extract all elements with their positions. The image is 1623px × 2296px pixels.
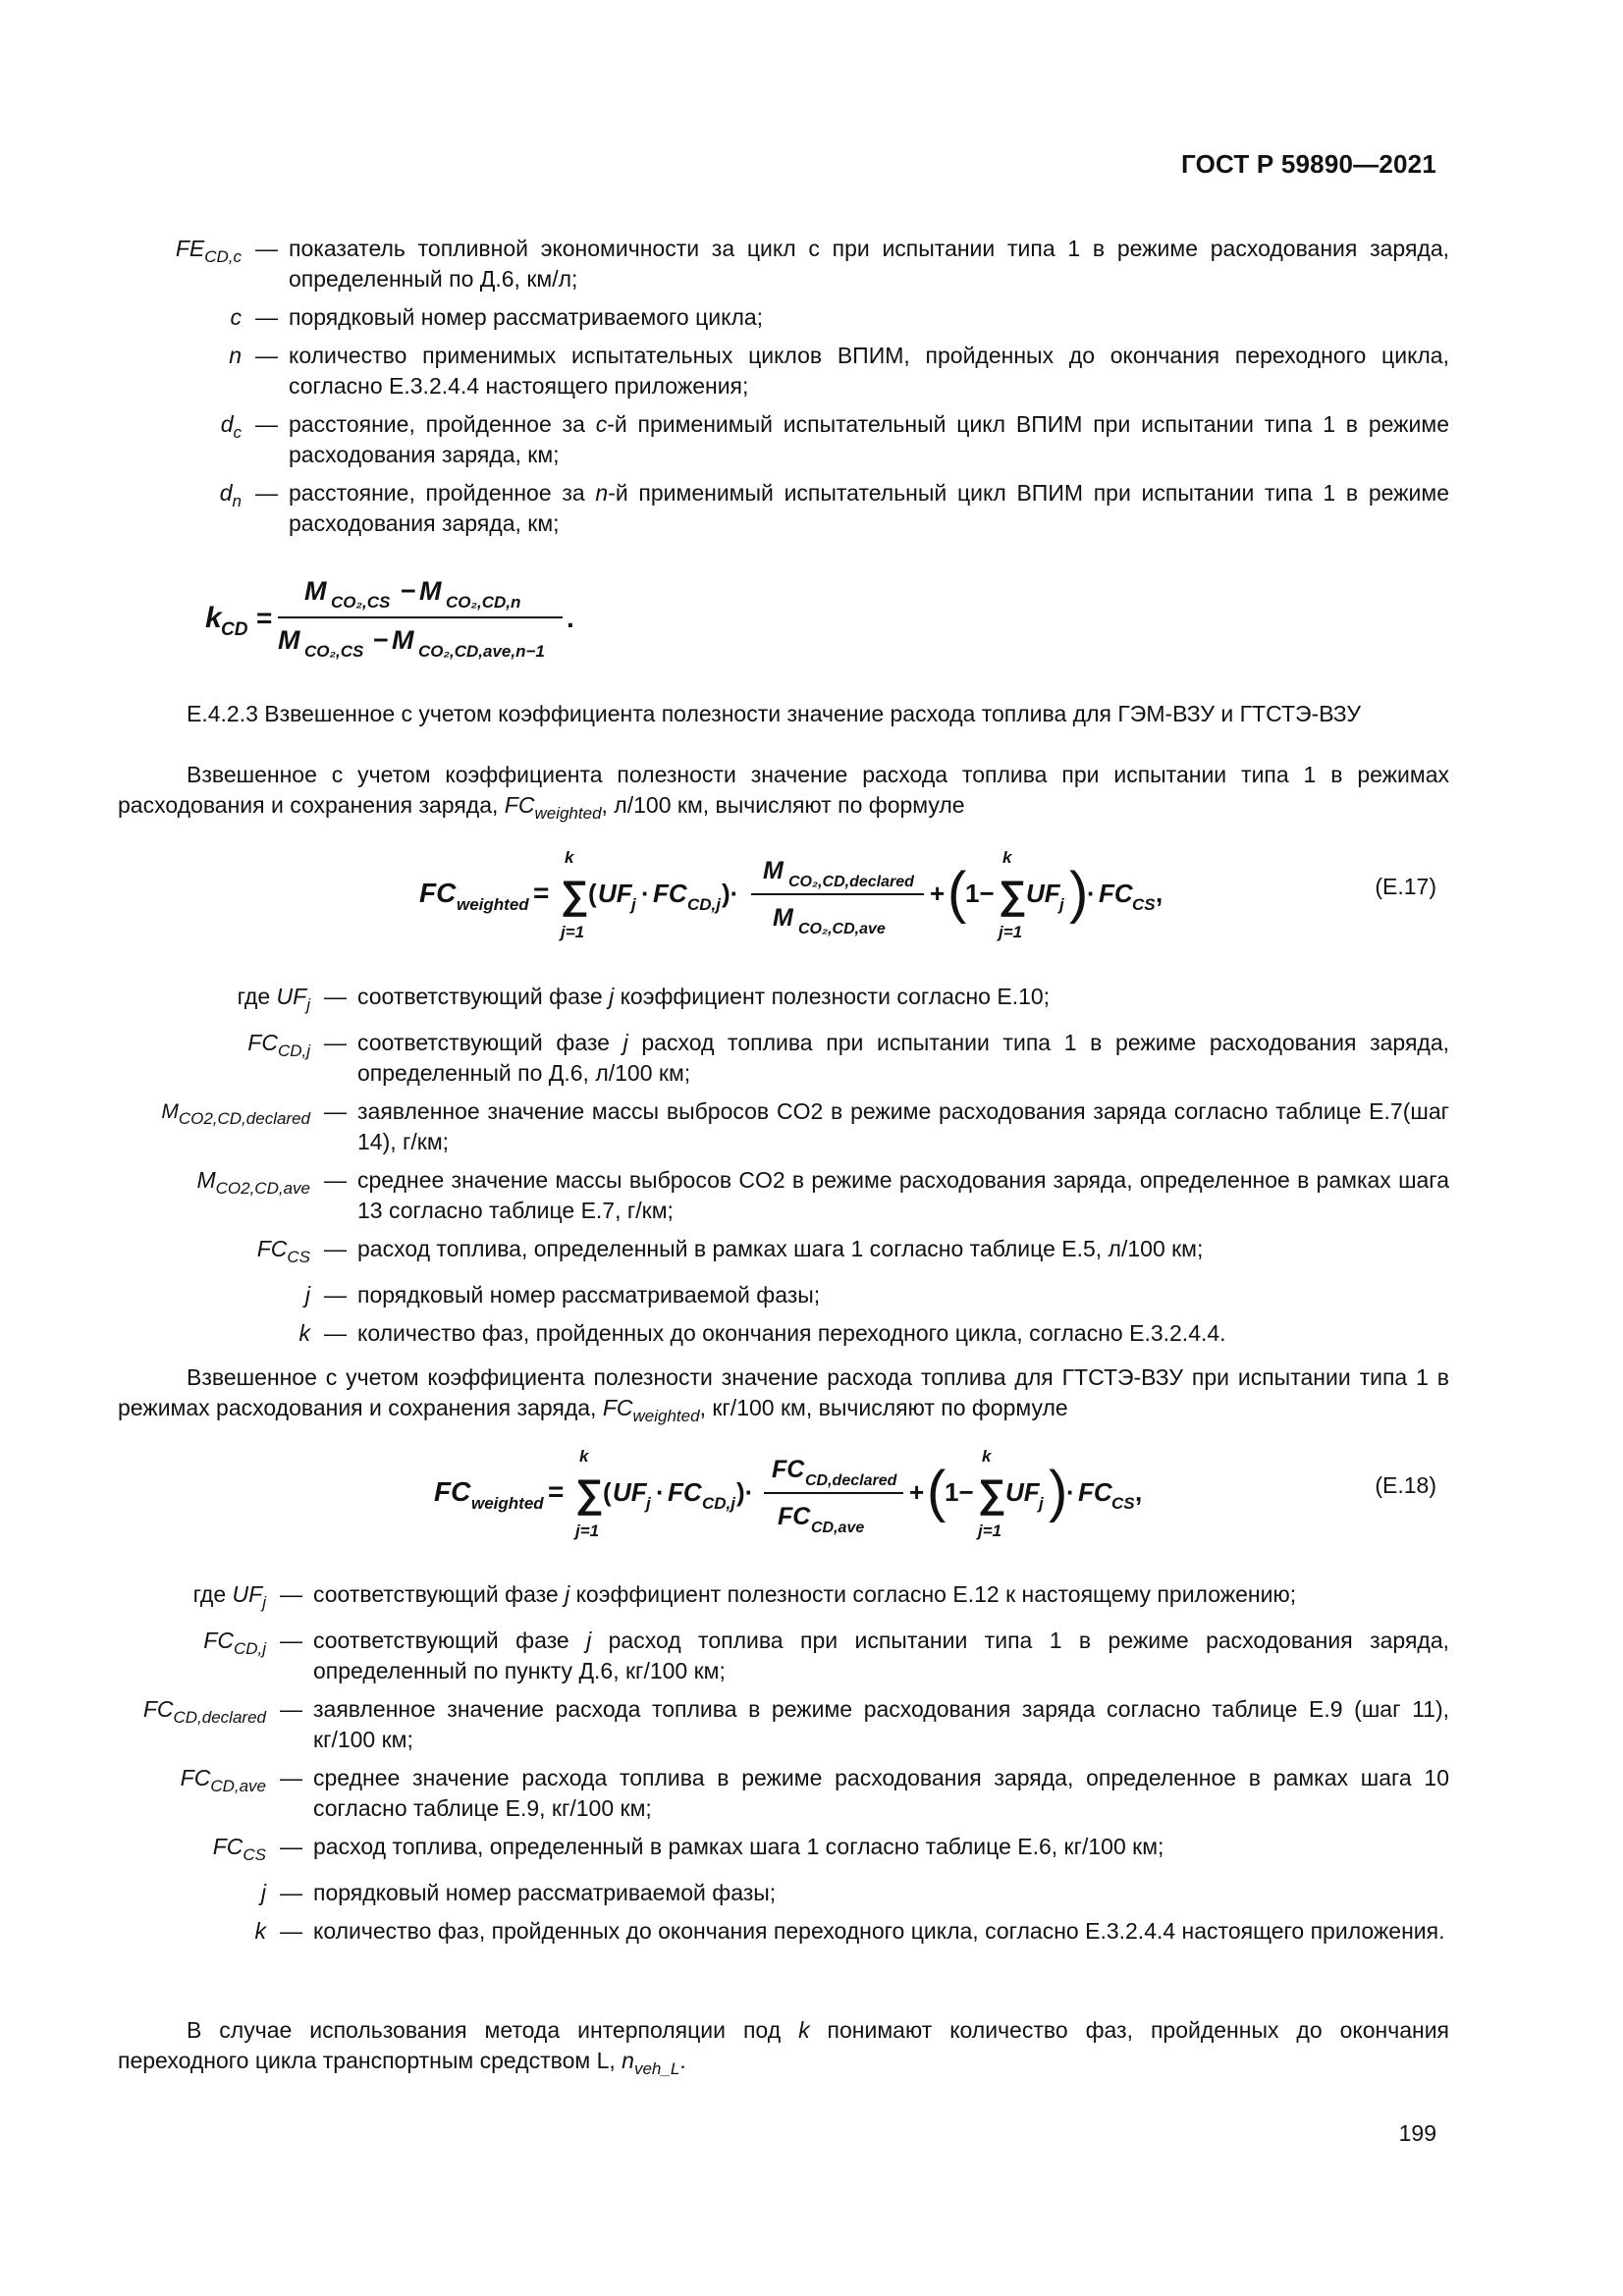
formula-e18 — [432, 1438, 1159, 1562]
svg-text:=: = — [548, 1476, 565, 1507]
formula-den-m2: M — [392, 625, 414, 655]
definition-symbol: $M_{CO2,CD,ave}$ — [196, 1167, 310, 1198]
definition-symbol: $d_c$ — [220, 411, 242, 442]
svg-text:CD,declared: CD,declared — [805, 1472, 897, 1489]
svg-text:∑: ∑ — [575, 1472, 604, 1516]
svg-text:FC: FC — [419, 878, 457, 908]
equation-number-e18: (Е.18) — [1375, 1472, 1436, 1498]
definition-text: показатель топливной экономичности за цикл c при испытании типа 1 в режиме расходования заряда, определенный по Д.6, км/л; — [289, 236, 1449, 292]
svg-text:(: ( — [947, 861, 967, 925]
formula-num-sub2: CO₂,CD,n — [446, 593, 521, 612]
definition-row — [118, 302, 1449, 333]
svg-text:CS: CS — [1111, 1494, 1135, 1513]
definitions-list-3 — [118, 1579, 1449, 1954]
svg-text:k: k — [565, 848, 574, 867]
svg-text:): ) — [1069, 861, 1089, 925]
definition-symbol: $FC_{CD,declared}$ — [142, 1696, 266, 1727]
svg-text:CD,ave: CD,ave — [811, 1520, 865, 1536]
definition-text: порядковый номер рассматриваемого цикла; — [289, 304, 764, 330]
definition-row — [118, 1878, 1449, 1908]
svg-text:,: , — [1135, 1477, 1143, 1507]
svg-text:j=1: j=1 — [999, 923, 1023, 941]
svg-text:j=1: j=1 — [561, 923, 585, 941]
definition-dash: — — [324, 1030, 347, 1055]
definition-text: количество фаз, пройденных до окончания переходного цикла, согласно Е.3.2.4.4 настоящего приложения. — [313, 1918, 1445, 1944]
svg-text:j: j — [646, 1494, 651, 1513]
svg-text:UF: UF — [1005, 1477, 1040, 1507]
definitions-list-2 — [118, 982, 1449, 1357]
definition-symbol: c — [230, 304, 242, 330]
svg-text:CO₂,CD,ave: CO₂,CD,ave — [798, 921, 886, 937]
formula-den-m1: M — [278, 625, 300, 655]
svg-text:CO₂,CD,declared: CO₂,CD,declared — [788, 874, 914, 890]
svg-text:FC: FC — [1099, 879, 1133, 908]
formula-num-m1: M — [304, 576, 327, 606]
svg-text:·: · — [1066, 1477, 1075, 1507]
svg-text:k: k — [579, 1447, 589, 1466]
definition-row — [118, 1916, 1449, 1947]
definition-text: расход топлива, определенный в рамках шага 1 согласно таблице Е.6, кг/100 км; — [313, 1834, 1164, 1859]
definitions-list-1 — [118, 234, 1449, 547]
definition-dash: — — [280, 1696, 302, 1722]
definition-dash: — — [280, 1880, 302, 1905]
svg-text:CD,j: CD,j — [687, 895, 721, 914]
definition-dash: — — [280, 1581, 302, 1607]
svg-text:∑: ∑ — [561, 874, 589, 917]
definition-row — [118, 1318, 1449, 1349]
definition-row — [118, 1096, 1449, 1157]
definition-text: соответствующий фазе j коэффициент полезности согласно Е.10; — [357, 984, 1051, 1009]
svg-text:+: + — [930, 879, 946, 908]
definition-text: порядковый номер рассматриваемой фазы; — [313, 1880, 777, 1905]
svg-text:weighted: weighted — [471, 1494, 544, 1513]
svg-text:)·: )· — [722, 879, 739, 908]
definition-dash: — — [255, 304, 278, 330]
definition-symbol: j — [260, 1880, 266, 1905]
definition-text: среднее значение расхода топлива в режиме расходования заряда, определенное в рамках шага 10 согласно таблице Е.9, кг/100 км; — [313, 1765, 1449, 1821]
formula-e18-svg — [432, 1438, 1159, 1556]
formula-num-sub1: CO₂,CS — [331, 593, 391, 612]
definition-text: расход топлива, определенный в рамках шага 1 согласно таблице Е.5, л/100 км; — [357, 1236, 1204, 1261]
definition-dash: — — [324, 1282, 347, 1308]
section-intro: Взвешенное с учетом коэффициента полезности значение расхода топлива при испытании типа 1 в режимах расходования и сохранения заряда, $FC_{weighted}$, л/100 км, вычисляют по формуле — [118, 762, 1449, 823]
definition-dash: — — [280, 1918, 302, 1944]
definition-text: количество фаз, пройденных до окончания переходного цикла, согласно Е.3.2.4.4. — [357, 1320, 1226, 1346]
definition-row — [118, 1579, 1449, 1618]
definition-symbol: k — [298, 1320, 310, 1346]
paragraph-gtste: Взвешенное с учетом коэффициента полезности значение расхода топлива для ГТСТЭ-ВЗУ при испытании типа 1 в режимах расходования и сохранения заряда, $FC_{weighted}$, кг/100 км, вычисляют по формуле — [118, 1364, 1449, 1425]
section-title: Е.4.2.3 Взвешенное с учетом коэффициента полезности значение расхода топлива для ГЭМ-ВЗУ и ГТСТЭ-ВЗУ — [187, 701, 1362, 726]
definition-symbol: $FC_{CD,j}$ — [203, 1628, 266, 1658]
definition-dash: — — [255, 480, 278, 506]
definition-dash: — — [324, 1098, 347, 1124]
svg-text:∑: ∑ — [978, 1472, 1006, 1516]
svg-text:FC: FC — [1078, 1477, 1112, 1507]
definition-dash: — — [324, 1167, 347, 1193]
formula-den-sub2: CO₂,CD,ave,n−1 — [418, 642, 545, 661]
formula-lhs-sub: CD — [221, 619, 248, 640]
formula-e17-svg — [417, 839, 1163, 957]
svg-text:): ) — [1049, 1460, 1068, 1523]
formula-period: . — [567, 603, 574, 633]
definition-symbol: k — [254, 1918, 266, 1944]
definition-dash: — — [324, 984, 347, 1009]
document-standard-header: ГОСТ Р 59890—2021 — [1181, 149, 1436, 179]
svg-text:·: · — [656, 1477, 665, 1507]
definition-row — [118, 1694, 1449, 1755]
svg-text:k: k — [982, 1447, 992, 1466]
definition-text: заявленное значение массы выбросов CO2 в режиме расходования заряда согласно таблице Е.7(шаг 14), г/км; — [357, 1098, 1449, 1154]
definition-row — [118, 478, 1449, 539]
svg-text:1−: 1− — [965, 879, 995, 908]
definition-text: расстояние, пройденное за c-й применимый испытательный цикл ВПИМ при испытании типа 1 в режиме расходования заряда, км; — [289, 411, 1449, 467]
svg-text:FC: FC — [434, 1476, 471, 1507]
svg-text:FC: FC — [653, 879, 687, 908]
svg-text:UF: UF — [1026, 879, 1060, 908]
definition-row — [118, 1165, 1449, 1226]
definition-dash: — — [324, 1236, 347, 1261]
formula-kcd-svg — [201, 564, 614, 672]
svg-text:M: M — [763, 857, 784, 884]
definition-symbol: $FE_{CD,c}$ — [175, 236, 242, 266]
definition-row — [118, 1280, 1449, 1310]
svg-text:FC: FC — [772, 1456, 805, 1483]
svg-text:(: ( — [603, 1477, 612, 1507]
definition-text: соответствующий фазе j расход топлива при испытании типа 1 в режиме расходования заряда, определенный по пункту Д.6, кг/100 км; — [313, 1628, 1449, 1683]
svg-text:j=1: j=1 — [978, 1522, 1002, 1540]
definition-row — [118, 1028, 1449, 1089]
definition-text: соответствующий фазе j коэффициент полезности согласно Е.12 к настоящему приложению; — [313, 1581, 1297, 1607]
svg-text:CS: CS — [1132, 895, 1156, 914]
definition-dash: — — [255, 411, 278, 437]
formula-den-sub1: CO₂,CS — [304, 642, 364, 661]
svg-text:UF: UF — [613, 1477, 647, 1507]
definition-symbol: $FC_{CD,ave}$ — [180, 1765, 266, 1795]
svg-text:weighted: weighted — [457, 895, 529, 914]
svg-text:∑: ∑ — [999, 874, 1027, 917]
definition-row — [118, 982, 1449, 1020]
svg-text:j: j — [1039, 1494, 1044, 1513]
definition-row — [118, 234, 1449, 294]
svg-text:j: j — [631, 895, 636, 914]
svg-text:·: · — [641, 879, 650, 908]
definition-symbol: $M_{CO2,CD,declared}$ — [161, 1100, 310, 1128]
definition-row — [118, 1234, 1449, 1272]
definition-dash: — — [255, 236, 278, 261]
svg-text:)·: )· — [736, 1477, 754, 1507]
svg-text:CD,j: CD,j — [702, 1494, 735, 1513]
formula-num-m2: M — [419, 576, 442, 606]
definition-dash: — — [280, 1834, 302, 1859]
definition-text: количество применимых испытательных циклов ВПИМ, пройденных до окончания переходного цикла, согласно Е.3.2.4.4 настоящего приложения; — [289, 343, 1449, 399]
svg-text:j=1: j=1 — [575, 1522, 600, 1540]
formula-equals: = — [256, 603, 273, 633]
definition-symbol: $d_n$ — [219, 480, 242, 510]
svg-text:=: = — [533, 878, 550, 908]
svg-text:(: ( — [927, 1460, 947, 1523]
formula-minus: − — [401, 576, 416, 606]
definition-text: заявленное значение расхода топлива в режиме расходования заряда согласно таблице Е.9 (шаг 11), кг/100 км; — [313, 1696, 1449, 1752]
definition-symbol: $FC_{CS}$ — [212, 1834, 266, 1864]
formula-lhs-symbol: k — [205, 602, 222, 634]
svg-text:1−: 1− — [945, 1477, 974, 1507]
definition-symbol: n — [229, 343, 242, 368]
svg-text:UF: UF — [598, 879, 632, 908]
definition-text: соответствующий фазе j расход топлива при испытании типа 1 в режиме расходования заряда, определенный по Д.6, л/100 км; — [357, 1030, 1449, 1086]
svg-text:M: M — [773, 904, 793, 932]
definition-dash: — — [255, 343, 278, 368]
closing-paragraph: В случае использования метода интерполяции под k понимают количество фаз, пройденных до окончания переходного цикла транспортным средством L, $n_{veh\_L}$. — [118, 2017, 1449, 2078]
definition-dash: — — [280, 1628, 302, 1653]
definition-row — [118, 1832, 1449, 1870]
definition-row — [118, 409, 1449, 470]
definition-row — [118, 1763, 1449, 1824]
definition-row — [118, 341, 1449, 401]
definition-dash: — — [280, 1765, 302, 1790]
svg-text:k: k — [1002, 848, 1012, 867]
svg-text:(: ( — [588, 879, 597, 908]
svg-text:+: + — [909, 1477, 925, 1507]
formula-e17 — [417, 839, 1163, 963]
svg-text:·: · — [1087, 879, 1096, 908]
definition-text: среднее значение массы выбросов CO2 в режиме расходования заряда, определенное в рамках шага 13 согласно таблице Е.7, г/км; — [357, 1167, 1449, 1223]
svg-text:FC: FC — [668, 1477, 702, 1507]
formula-kcd — [201, 564, 614, 678]
svg-text:FC: FC — [778, 1503, 811, 1530]
svg-text:j: j — [1059, 895, 1064, 914]
definition-text: расстояние, пройденное за n-й применимый испытательный цикл ВПИМ при испытании типа 1 в режиме расходования заряда, км; — [289, 480, 1449, 536]
definition-symbol: $FC_{CD,j}$ — [247, 1030, 310, 1060]
formula-minus: − — [373, 625, 389, 655]
equation-number-e17: (Е.17) — [1375, 874, 1436, 899]
page-number: 199 — [1398, 2120, 1436, 2146]
definition-symbol: где $UF_j$ — [192, 1581, 266, 1612]
definition-symbol: j — [304, 1282, 310, 1308]
definition-dash: — — [324, 1320, 347, 1346]
definition-symbol: где $UF_j$ — [237, 984, 310, 1014]
definition-symbol: $FC_{CS}$ — [256, 1236, 310, 1266]
definition-row — [118, 1626, 1449, 1686]
definition-text: порядковый номер рассматриваемой фазы; — [357, 1282, 821, 1308]
svg-text:,: , — [1156, 879, 1163, 908]
